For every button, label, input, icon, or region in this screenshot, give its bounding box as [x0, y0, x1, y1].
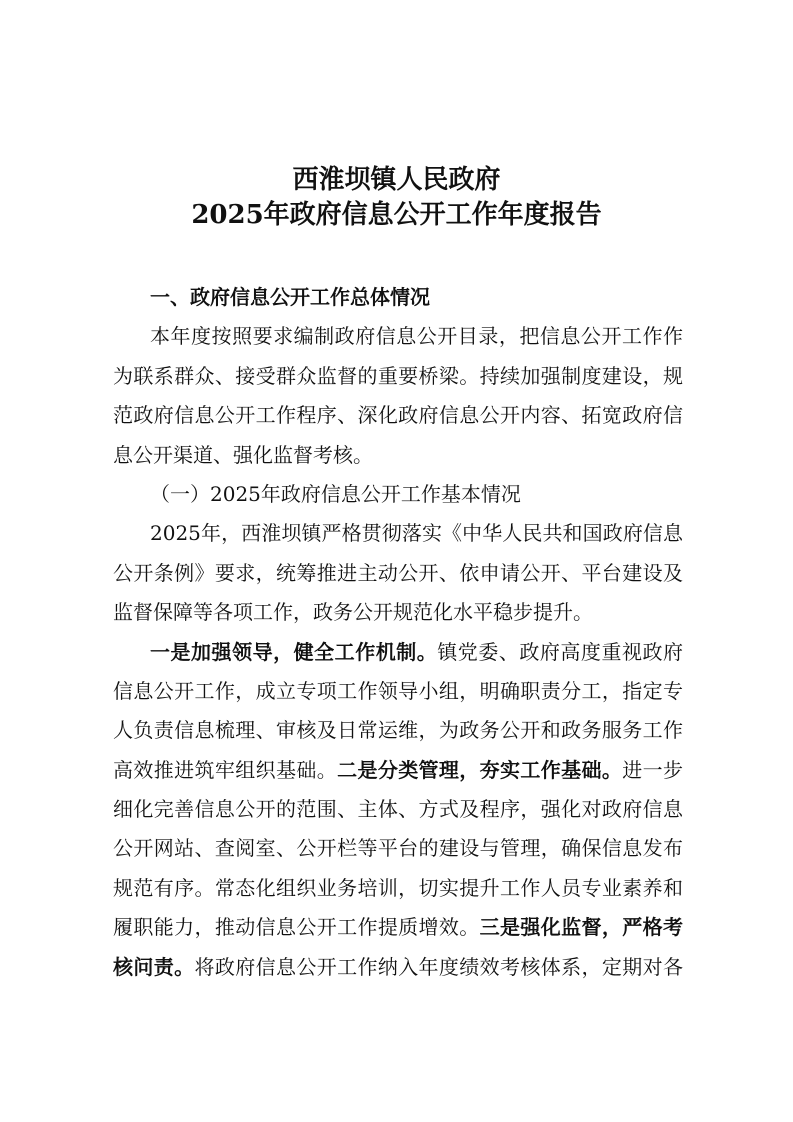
text-run: 将政府信息公开工作纳入年度绩效考核体系，定期对各 [194, 954, 684, 979]
paragraph-line: 监督保障等各项工作，政务公开规范化水平稳步提升。 [113, 600, 593, 625]
report-body [113, 278, 683, 987]
paragraph-line: 为联系群众、接受群众监督的重要桥梁。持续加强制度建设，规 [113, 363, 683, 388]
text-run: 进一步 [622, 757, 684, 782]
subsection-heading: （一）2025年政府信息公开工作基本情况 [150, 481, 521, 506]
paragraph-line: 细化完善信息公开的范围、主体、方式及程序，强化对政府信息 [113, 797, 683, 822]
paragraph-line [113, 633, 683, 672]
paragraph-line [113, 751, 683, 790]
paragraph-line: 2025年，西淮坝镇严格贯彻落实《中华人民共和国政府信息 [150, 521, 683, 546]
report-title-line2: 2025年政府信息公开工作年度报告 [191, 200, 602, 230]
text-run: 高效推进筑牢组织基础。 [113, 757, 338, 782]
report-title-line1: 西淮坝镇人民政府 [292, 165, 501, 195]
measure-heading-3-cont: 核问责。 [113, 954, 195, 979]
measure-heading-2: 二是分类管理，夯实工作基础。 [337, 757, 623, 782]
paragraph-line [113, 908, 683, 947]
measure-heading-3: 三是强化监督，严格考 [479, 915, 684, 940]
paragraph-line: 息公开渠道、强化监督考核。 [113, 442, 373, 467]
text-run: 履职能力，推动信息公开工作提质增效。 [113, 915, 480, 940]
text-run: 镇党委、政府高度重视政府 [437, 639, 684, 664]
measure-heading-1: 一是加强领导，健全工作机制。 [150, 639, 438, 664]
paragraph-line: 规范有序。常态化组织业务培训，切实提升工作人员专业素养和 [113, 875, 683, 900]
paragraph-line: 信息公开工作，成立专项工作领导小组，明确职责分工，指定专 [113, 678, 683, 703]
paragraph-line: 公开条例》要求，统筹推进主动公开、依申请公开、平台建设及 [113, 560, 683, 585]
paragraph-line: 本年度按照要求编制政府信息公开目录，把信息公开工作作 [150, 324, 683, 349]
paragraph-line [113, 948, 683, 987]
section-heading: 一、政府信息公开工作总体情况 [150, 285, 430, 309]
paragraph-line: 范政府信息公开工作程序、深化政府信息公开内容、拓宽政府信 [113, 403, 683, 428]
paragraph-line: 人负责信息梳理、审核及日常运维，为政务公开和政务服务工作 [113, 718, 683, 743]
paragraph-line: 公开网站、查阅室、公开栏等平台的建设与管理，确保信息发布 [113, 836, 683, 861]
